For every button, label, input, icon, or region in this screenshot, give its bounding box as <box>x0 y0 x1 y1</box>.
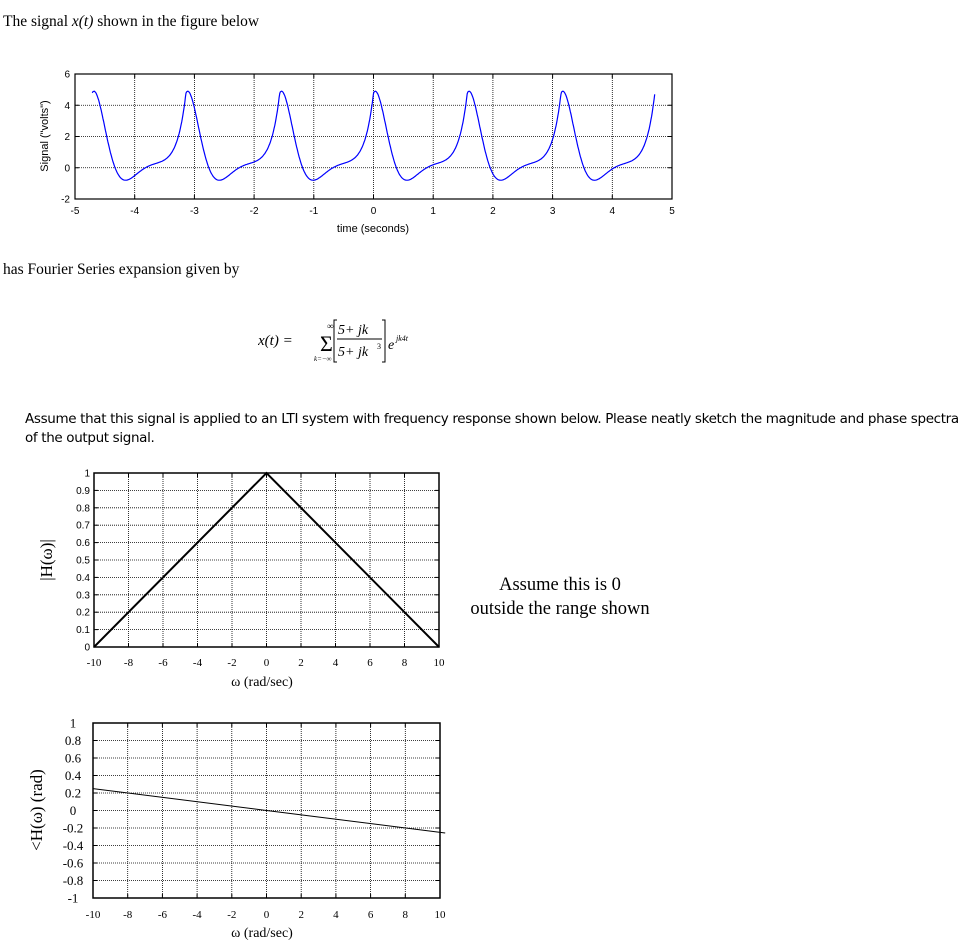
fourier-series-formula <box>258 312 428 372</box>
y-tick-label: 0.4 <box>64 768 82 784</box>
x-tick-label: 0 <box>263 909 270 921</box>
y-tick-label: -0.8 <box>62 873 84 889</box>
x-tick-label: 8 <box>402 909 409 921</box>
y-tick-label: 0.9 <box>76 485 90 497</box>
y-axis-label: Signal ("volts") <box>39 100 51 172</box>
x-tick-label: 10 <box>433 657 445 669</box>
y-tick-label: 4 <box>64 100 70 112</box>
x-tick-label: -2 <box>227 909 237 921</box>
note-line-2: outside the range shown <box>470 599 650 619</box>
y-tick-label: 0.6 <box>64 750 82 766</box>
x-tick-label: -3 <box>189 206 199 217</box>
numerator: 5+ jk <box>338 323 369 338</box>
x-tick-label: 1 <box>430 206 436 217</box>
y-tick-label: -0.4 <box>62 838 84 854</box>
x-tick-label: -10 <box>86 657 102 669</box>
y-tick-label: -0.6 <box>62 855 84 871</box>
x-tick-label: -6 <box>157 909 167 921</box>
intro-variable: x(t) <box>71 13 94 30</box>
x-tick-label: 0 <box>263 657 270 669</box>
denominator-exponent: 3 <box>377 342 381 351</box>
y-tick-label: 0.1 <box>76 625 90 637</box>
exp-base: e <box>388 338 395 353</box>
left-bracket-icon <box>334 320 337 362</box>
y-tick-label: 0.2 <box>76 607 90 619</box>
y-axis-label: |H(ω)| <box>37 539 56 581</box>
sum-lower-limit: k=−∞ <box>314 355 332 363</box>
y-tick-label: 6 <box>64 69 70 81</box>
x-tick-label: -2 <box>227 657 237 669</box>
denominator: 5+ jk <box>338 345 369 360</box>
x-tick-label: -8 <box>123 657 134 669</box>
exp-power: jk4t <box>396 334 408 343</box>
y-tick-label: 0.8 <box>76 503 90 515</box>
x-tick-label: 6 <box>367 909 374 921</box>
x-tick-label: -5 <box>70 206 80 217</box>
x-tick-label: -4 <box>192 909 202 921</box>
x-tick-label: 4 <box>332 657 339 669</box>
x-tick-label: -4 <box>130 206 140 217</box>
x-tick-label: 4 <box>333 909 339 921</box>
x-tick-label: 10 <box>434 909 446 921</box>
y-tick-label: 0.7 <box>76 520 90 532</box>
x-axis-label: ω (rad/sec) <box>231 675 293 690</box>
x-tick-label: 3 <box>549 206 556 217</box>
y-tick-label: 0 <box>84 642 90 654</box>
y-tick-label: 0 <box>69 803 77 819</box>
y-tick-label: 2 <box>64 132 70 143</box>
x-tick-label: -8 <box>123 909 133 921</box>
x-tick-label: 8 <box>401 657 408 669</box>
x-tick-label: 2 <box>490 206 496 217</box>
y-tick-label: 0.5 <box>76 555 90 567</box>
x-tick-label: -4 <box>192 657 203 669</box>
y-tick-label: 0 <box>64 163 70 175</box>
x-tick-label: -6 <box>158 657 168 669</box>
x-tick-label: 2 <box>298 909 304 921</box>
magnitude-response-chart <box>0 460 460 700</box>
question-text: Assume that this signal is applied to an LTI system with frequency response shown below. Please neatly sketch the magnitude and phase spectra of the output signal. <box>25 411 959 446</box>
phase-response-chart <box>0 710 460 943</box>
x-tick-label: 4 <box>609 206 616 217</box>
y-tick-label: 1 <box>84 468 90 480</box>
intro-text <box>3 13 259 31</box>
intro-suffix: shown in the figure below <box>93 13 260 30</box>
x-tick-label: 0 <box>370 206 377 217</box>
note-line-1: Assume this is 0 <box>499 575 621 595</box>
x-tick-label: 6 <box>367 657 373 669</box>
y-tick-label: -1 <box>67 890 79 906</box>
y-tick-label: 0.8 <box>64 733 82 749</box>
y-tick-label: 0.3 <box>76 590 90 602</box>
sum-upper-limit: ∞ <box>327 321 334 331</box>
formula-lhs: x(t) = <box>258 333 293 349</box>
fourier-intro-text: has Fourier Series expansion given by <box>3 261 240 278</box>
y-tick-label: -2 <box>61 194 70 206</box>
right-bracket-icon <box>382 320 385 362</box>
x-axis-label: ω (rad/sec) <box>231 926 293 941</box>
x-tick-label: 2 <box>298 657 304 669</box>
x-axis-label: time (seconds) <box>336 223 410 235</box>
signal-chart <box>0 55 700 245</box>
x-tick-label: -10 <box>85 909 101 921</box>
sigma-icon: Σ <box>320 331 333 356</box>
y-tick-label: 1 <box>69 715 77 731</box>
y-tick-label: 0.2 <box>64 785 82 801</box>
x-tick-label: -1 <box>309 206 319 217</box>
x-tick-label: -2 <box>249 206 259 217</box>
y-tick-label: 0.4 <box>76 572 90 584</box>
y-tick-label: -0.2 <box>62 820 84 836</box>
y-axis-label: <H(ω) (rad) <box>27 769 46 851</box>
intro-prefix: The signal <box>3 13 72 30</box>
x-tick-label: 5 <box>669 206 675 217</box>
range-note <box>455 573 665 621</box>
y-tick-label: 0.6 <box>76 538 90 550</box>
